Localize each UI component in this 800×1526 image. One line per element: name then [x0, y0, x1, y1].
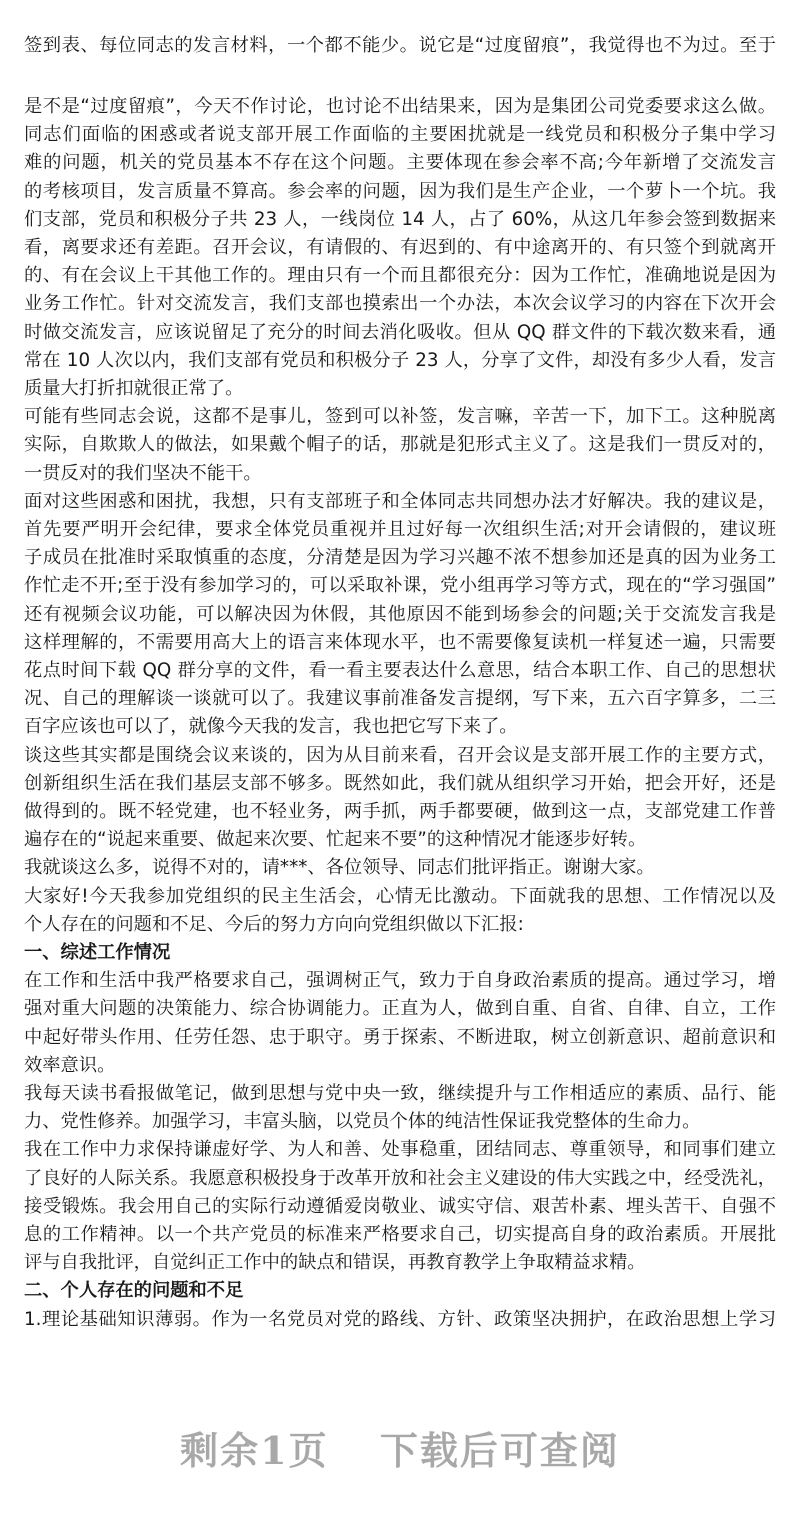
text-line: 谈这些其实都是围绕会议来谈的，因为从目前来看，召开会议是支部开展工作的主要方式，	[24, 744, 776, 766]
text-line: 效率意识。	[24, 1054, 116, 1076]
text-line: 同志们面临的困惑或者说支部开展工作面临的主要困扰就是一线党员和积极分子集中学习	[24, 124, 776, 146]
text-line: 业务工作忙。针对交流发言，我们支部也摸索出一个办法，本次会议学习的内容在下次开会	[24, 293, 776, 315]
text-line: 评与自我批评，自觉纠正工作中的缺点和错误，再教育教学上争取精益求精。	[24, 1252, 646, 1274]
text-line: 是不是“过度留痕”，今天不作讨论，也讨论不出结果来，因为是集团公司党委要求这么做。	[24, 96, 776, 117]
section-heading: 一、综述工作情况	[24, 942, 171, 963]
text-line: 在工作和生活中我严格要求自己，强调树正气，致力于自身政治素质的提高。通过学习，增	[24, 970, 776, 992]
text-line: 我在工作中力求保持谦虚好学、为人和善、处事稳重，团结同志、尊重领导，和同事们建立	[24, 1139, 776, 1161]
text-line: 的、有在会议上干其他工作的。理由只有一个而且都很充分：因为工作忙，准确地说是因为	[24, 265, 776, 287]
text-line: 花点时间下载 QQ 群分享的文件，看一看主要表达什么意思，结合本职工作、自己的思想状	[24, 660, 776, 681]
text-line: 看，离要求还有差距。召开会议，有请假的、有迟到的、有中途离开的、有只签个到就离开	[24, 237, 776, 258]
remaining-pages-label: 剩余1页	[180, 1428, 329, 1473]
text-line: 时做交流发言，应该说留足了充分的时间去消化吸收。但从 QQ 群文件的下载次数来看，通	[24, 321, 776, 343]
text-line: 1.理论基础知识薄弱。作为一名党员对党的路线、方针、政策坚决拥护，在政治思想上学习	[24, 1308, 776, 1330]
text-line: 还有视频会议功能，可以解决因为休假，其他原因不能到场参会的问题;关于交流发言我是	[24, 603, 776, 625]
text-line: 况、自己的理解谈一谈就可以了。我建议事前准备发言提纲，写下来，五六百字算多，二三	[24, 688, 776, 710]
text-line: 们支部，党员和积极分子共 23 人，一线岗位 14 人，占了 60%，从这几年参会签到数据来	[24, 208, 776, 230]
text-line: 创新组织生活在我们基层支部不够多。既然如此，我们就从组织学习开始，把会开好，还是	[24, 772, 776, 794]
text-line: 常在 10 人次以内，我们支部有党员和积极分子 23 人，分享了文件，却没有多少人看，发言	[24, 349, 776, 371]
text-line: 息的工作精神。以一个共产党员的标准来严格要求自己，切实提高自身的政治素质。开展批	[24, 1224, 776, 1245]
text-line: 遍存在的“说起来重要、做起来次要、忙起来不要”的这种情况才能逐步好转。	[24, 829, 647, 851]
text-line: 我每天读书看报做笔记，做到思想与党中央一致，继续提升与工作相适应的素质、品行、能	[24, 1083, 776, 1104]
top-line: 签到表、每位同志的发言材料，一个都不能少。说它是“过度留痕”，我觉得也不为过。至于	[24, 35, 776, 56]
text-line: 的考核项目，发言质量不算高。参会率的问题，因为我们是生产企业，一个萝卜一个坑。我	[24, 180, 776, 202]
text-line: 可能有些同志会说，这都不是事儿，签到可以补签，发言嘛，辛苦一下，加下工。这种脱离	[24, 406, 776, 428]
text-line: 做得到的。既不轻党建，也不轻业务，两手抓，两手都要硬，做到这一点，支部党建工作普	[24, 801, 776, 822]
text-line: 中起好带头作用、任劳任怨、忠于职守。勇于探索、不断进取，树立创新意识、超前意识和	[24, 1026, 776, 1048]
text-line: 个人存在的问题和不足、今后的努力方向向党组织做以下汇报:	[24, 913, 524, 935]
text-line: 这样理解的，不需要用高大上的语言来体现水平，也不需要像复读机一样复述一遍，只需要	[24, 631, 776, 653]
text-line: 一贯反对的我们坚决不能干。	[24, 462, 262, 484]
text-line: 了良好的人际关系。我愿意积极投身于改革开放和社会主义建设的伟大实践之中，经受洗礼，	[24, 1167, 776, 1189]
text-line: 大家好!今天我参加党组织的民主生活会，心情无比激动。下面就我的思想、工作情况以及	[24, 885, 776, 907]
text-line: 面对这些困惑和困扰，我想，只有支部班子和全体同志共同想办法才好解决。我的建议是，	[24, 490, 776, 512]
download-to-view-label: 下载后可查阅	[379, 1428, 620, 1473]
text-line: 质量大打折扣就很正常了。	[24, 378, 244, 399]
text-line: 作忙走不开;至于没有参加学习的，可以采取补课，党小组再学习等方式，现在的“学习强国”	[24, 575, 776, 597]
text-line: 实际，自欺欺人的做法，如果戴个帽子的话，那就是犯形式主义了。这是我们一贯反对的，	[24, 434, 776, 456]
section-heading: 二、个人存在的问题和不足	[24, 1280, 244, 1302]
text-line: 子成员在批准时采取慎重的态度，分清楚是因为学习兴趣不浓不想参加还是真的因为业务工	[24, 547, 776, 569]
text-line: 难的问题，机关的党员基本不存在这个问题。主要体现在参会率不高;今年新增了交流发言	[24, 152, 776, 174]
text-line: 我就谈这么多，说得不对的，请***、各位领导、同志们批评指正。谢谢大家。	[24, 857, 655, 879]
download-prompt[interactable]	[0, 1420, 800, 1475]
text-line: 力、党性修养。加强学习，丰富头脑，以党员个体的纯洁性保证我党整体的生命力。	[24, 1111, 701, 1133]
text-line: 首先要严明开会纪律，要求全体党员重视并且过好每一次组织生活;对开会请假的，建议班	[24, 519, 776, 540]
text-line: 接受锻炼。我会用自己的实际行动遵循爱岗敬业、诚实守信、艰苦朴素、埋头苦干、自强不	[24, 1195, 776, 1217]
text-line: 强对重大问题的决策能力、综合协调能力。正直为人，做到自重、自省、自律、自立，工作	[24, 998, 776, 1020]
text-line: 百字应该也可以了，就像今天我的发言，我也把它写下来了。	[24, 716, 518, 738]
